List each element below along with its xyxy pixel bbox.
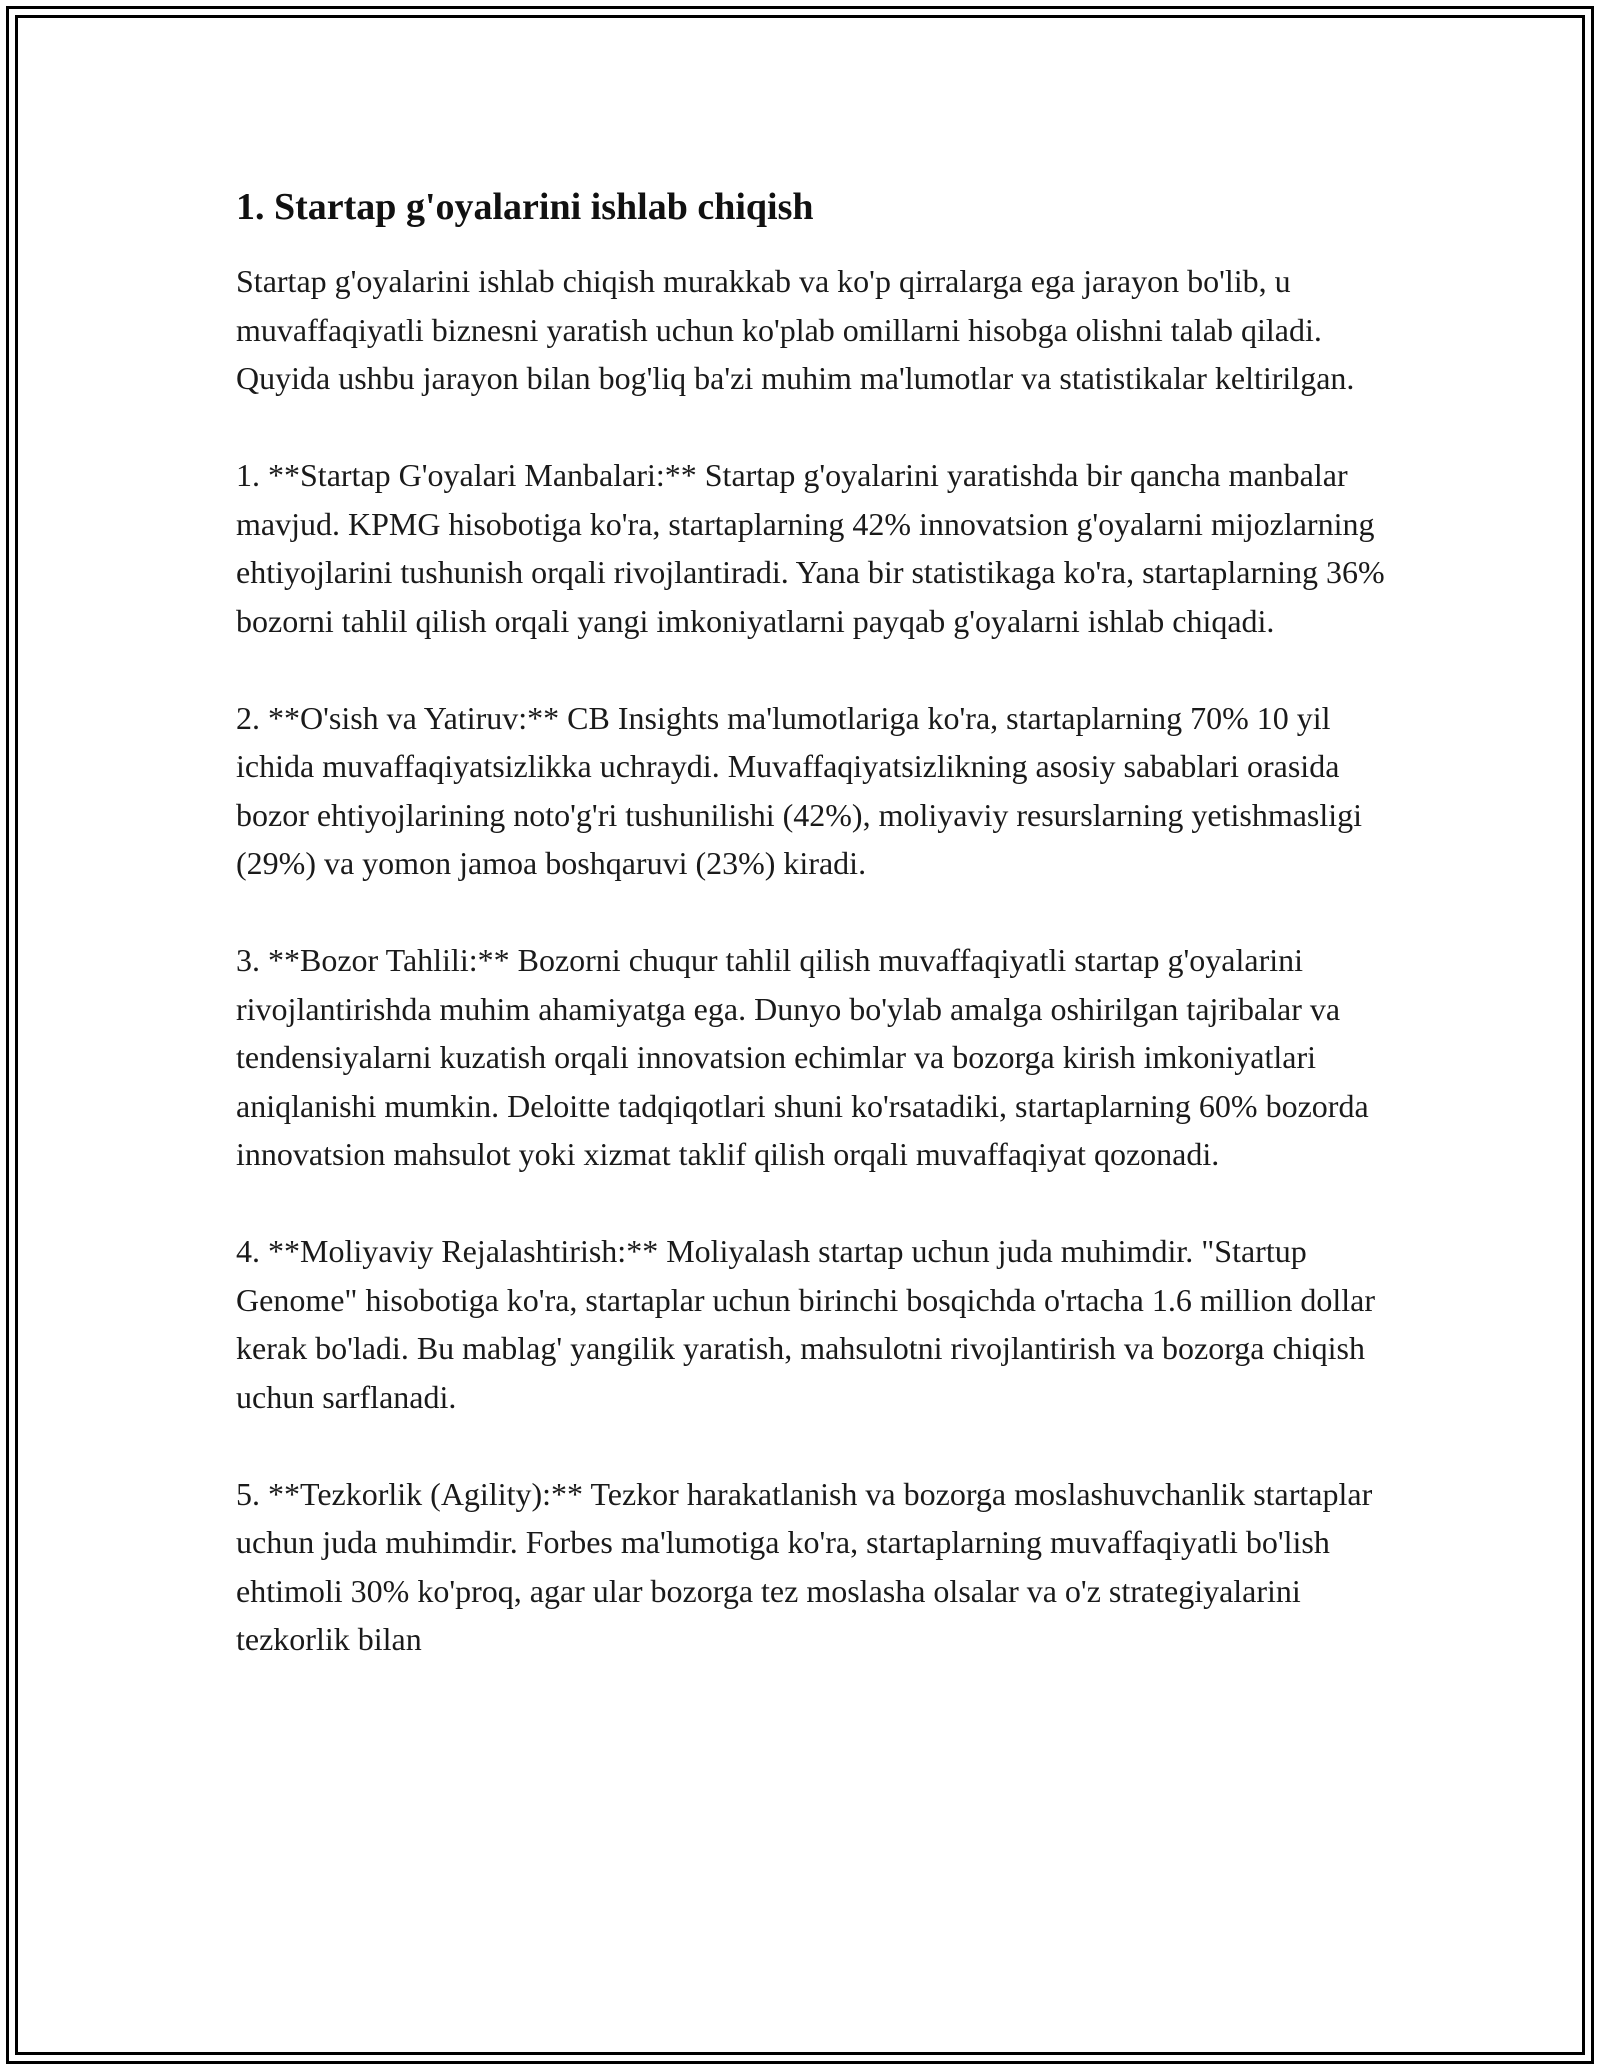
intro-paragraph: Startap g'oyalarini ishlab chiqish murakkab va ko'p qirralarga ega jarayon bo'lib, u muvaffaqiyatli biznesni yaratish uchun ko'plab omillarni hisobga olishni talab qiladi. Quyida ushbu jarayon bilan bog'liq ba'zi muhim ma'lumotlar va statistikalar keltirilgan. <box>236 263 1355 396</box>
paragraph-financial-planning: 4. **Moliyaviy Rejalashtirish:** Moliyalash startap uchun juda muhimdir. "Startup Genome" hisobotiga ko'ra, startaplar uchun birinchi bosqichda o'rtacha 1.6 million dollar kerak bo'ladi. Bu mablag' yangilik yaratish, mahsulotni rivojlantirish va bozorga chiqish uchun sarflanadi. <box>236 1233 1375 1415</box>
paragraph-market-analysis: 3. **Bozor Tahlili:** Bozorni chuqur tahlil qilish muvaffaqiyatli startap g'oyalarini rivojlantirishda muhim ahamiyatga ega. Dunyo bo'ylab amalga oshirilgan tajribalar va tendensiyalarni kuzatish orqali innovatsion echimlar va bozorga kirish imkoniyatlari aniqlanishi mumkin. Deloitte tadqiqotlari shuni ko'rsatadiki, startaplarning 60% bozorda innovatsion mahsulot yoki xizmat taklif qilish orqali muvaffaqiyat qozonadi. <box>236 942 1369 1172</box>
paragraph-agility: 5. **Tezkorlik (Agility):** Tezkor harakatlanish va bozorga moslashuvchanlik startaplar uchun juda muhimdir. Forbes ma'lumotiga ko'ra, startaplarning muvaffaqiyatli bo'lish ehtimoli 30% ko'proq, agar ular bozorga tez moslasha olsalar va o'z strategiyalarini tezkorlik bilan <box>236 1475 1373 1657</box>
paragraph-startup-idea-sources: 1. **Startap G'oyalari Manbalari:** Startap g'oyalarini yaratishda bir qancha manbalar mavjud. KPMG hisobotiga ko'ra, startaplarning 42% innovatsion g'oyalarni mijozlarning ehtiyojlarini tushunish orqali rivojlantiradi. Yana bir statistikaga ko'ra, startaplarning 36% bozorni tahlil qilish orqali yangi imkoniyatlarni payqab g'oyalarni ishlab chiqadi. <box>236 457 1385 639</box>
document-body <box>236 183 1386 1712</box>
paragraph-growth-investment: 2. **O'sish va Yatiruv:** CB Insights ma'lumotlariga ko'ra, startaplarning 70% 10 yil ichida muvaffaqiyatsizlikka uchraydi. Muvaffaqiyatsizlikning asosiy sabablari orasida bozor ehtiyojlarining noto'g'ri tushunilishi (42%), moliyaviy resurslarning yetishmasligi (29%) va yomon jamoa boshqaruvi (23%) kiradi. <box>236 699 1363 881</box>
page-title: 1. Startap g'oyalarini ishlab chiqish <box>236 186 814 228</box>
